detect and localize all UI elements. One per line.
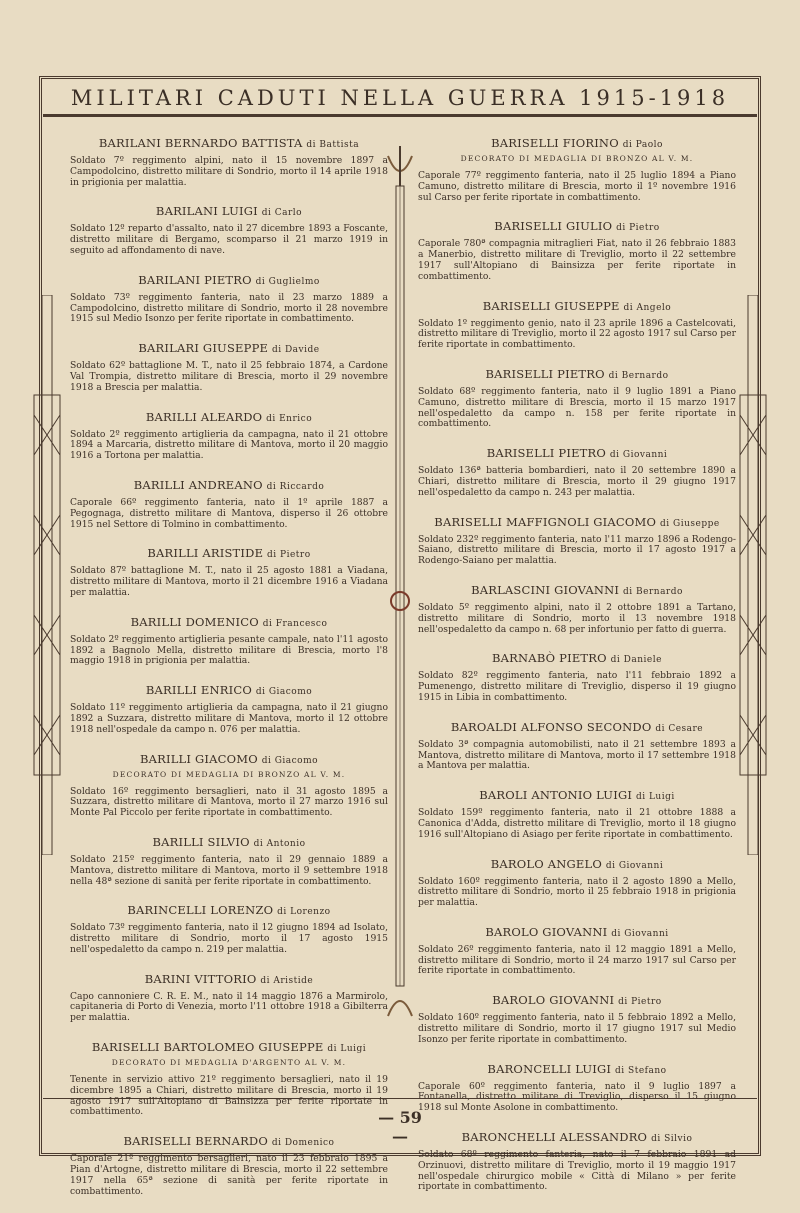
father-name: di Bernardo (608, 370, 669, 381)
father-name: di Riccardo (266, 481, 325, 492)
header-rule (43, 116, 757, 117)
soldier-name: BARISELLI PIETRO (485, 366, 605, 381)
right-column (418, 122, 736, 1209)
record-name (70, 204, 388, 218)
record-name (418, 651, 736, 665)
record-entry (70, 835, 388, 887)
record-entry (418, 367, 736, 430)
record-name (418, 515, 736, 529)
record-entry (418, 446, 736, 498)
soldier-name: BARLASCINI GIOVANNI (471, 582, 620, 597)
record-name (70, 273, 388, 287)
record-name (70, 478, 388, 492)
record-description: Caporale 21º reggimento bersaglieri, nato il 23 febbraio 1895 a Pian d'Artogne, distretto militare di Brescia, morto il 22 settembre 1917 nella 65ª sezione di sanità per ferite riportate in combattimento. (70, 1153, 388, 1197)
record-description: Soldato 160º reggimento fanteria, nato il 2 agosto 1890 a Mello, distretto militare di Sondrio, morto il 25 febbraio 1918 in prigionia per malattia. (418, 875, 736, 909)
soldier-name: BARINCELLI LORENZO (127, 903, 274, 918)
record-entry (418, 583, 736, 635)
father-name: di Giovanni (605, 860, 664, 871)
record-description: Soldato 73º reggimento fanteria, nato il 23 marzo 1889 a Campodolcino, distretto militare di Sondrio, morto il 28 novembre 1915 sul Medio Isonzo per ferite riportate in combattimento. (70, 291, 388, 325)
soldier-name: BARILLI ENRICO (145, 683, 252, 698)
soldier-name: BARNABÒ PIETRO (492, 651, 607, 666)
father-name: di Luigi (635, 792, 675, 803)
father-name: di Stefano (615, 1065, 667, 1076)
record-name (70, 546, 388, 560)
soldier-name: BAROLO GIOVANNI (492, 993, 615, 1008)
record-entry (418, 993, 736, 1045)
soldier-name: BARISELLI FIORINO (491, 136, 619, 150)
record-name (418, 993, 736, 1007)
record-entry (418, 515, 736, 567)
record-description: Soldato 1º reggimento genio, nato il 23 aprile 1896 a Castelcovati, distretto militare di Treviglio, morto il 22 agosto 1917 sul Carso per ferite riportate in combattimento. (418, 317, 736, 351)
record-description: Soldato 2º reggimento artiglieria pesante campale, nato l'11 agosto 1892 a Bagnolo Mella, distretto militare di Brescia, morto l'8 maggio 1918 in prigionia per malattia. (70, 633, 388, 667)
record-name (418, 219, 736, 233)
record-name (418, 1130, 736, 1144)
record-entry (70, 1134, 388, 1197)
record-name (70, 136, 388, 150)
record-description: Soldato 62º battaglione M. T., nato il 25 febbraio 1874, a Cardone Val Trompia, distretto militare di Brescia, morto il 29 novembre 1918 a Brescia per malattia. (70, 360, 388, 393)
father-name: di Giovanni (609, 450, 668, 461)
father-name: di Angelo (623, 302, 672, 313)
father-name: di Davide (271, 345, 320, 356)
soldier-name: BAROLO ANGELO (490, 856, 602, 871)
father-name: di Aristide (260, 975, 314, 986)
record-entry (70, 546, 388, 598)
father-name: di Battista (306, 140, 360, 150)
father-name: di Giovanni (611, 928, 669, 939)
soldier-name: BARILANI LUIGI (155, 204, 258, 219)
footer-rule (43, 1098, 757, 1099)
record-entry (418, 1062, 736, 1114)
soldier-name: BARILLI SILVIO (152, 834, 250, 849)
record-name (70, 903, 388, 917)
record-name (418, 925, 736, 939)
record-description: Soldato 5º reggimento alpini, nato il 2 ottobre 1891 a Tartano, distretto militare di Sondrio, morto il 13 novembre 1918 nell'ospedaletto da campo n. 68 per infortunio per fatto di guerra. (418, 601, 736, 635)
left-fasces-ornament (32, 295, 62, 855)
record-name (70, 1134, 388, 1148)
record-description: Soldato 12º reparto d'assalto, nato il 27 dicembre 1893 a Foscante, distretto militare di Bergamo, scomparso il 21 marzo 1919 in seguito ad affondamento di nave. (70, 223, 388, 256)
soldier-name: BARISELLI GIUSEPPE (482, 298, 620, 313)
soldier-name: BARILANI BERNARDO BATTISTA (98, 136, 303, 150)
record-entry (418, 720, 736, 772)
father-name: di Luigi (327, 1044, 367, 1055)
father-name: di Pietro (618, 997, 662, 1008)
record-entry (418, 136, 736, 203)
father-name: di Giuseppe (660, 518, 720, 529)
record-entry (70, 273, 388, 325)
record-name (70, 1040, 388, 1054)
left-column (70, 122, 388, 1213)
soldier-name: BARILLI ANDREANO (133, 477, 263, 492)
record-entry (70, 1040, 388, 1118)
record-description: Soldato 73º reggimento fanteria, nato il 12 giugno 1894 ad Isolato, distretto militare di Sondrio, morto il 17 agosto 1915 nell'ospedaletto da campo n. 219 per malattia. (70, 922, 388, 955)
record-entry (70, 752, 388, 819)
father-name: di Guglielmo (255, 276, 320, 287)
record-description: Soldato 68º reggimento fanteria, nato il 7 febbraio 1891 ad Orzinuovi, distretto militare di Treviglio, morto il 19 maggio 1917 nell'ospedale chirurgico mobile « Città di Milano » per ferite riportate in combattimento. (418, 1149, 736, 1193)
soldier-name: BARONCELLI LUIGI (487, 1061, 612, 1076)
record-description: Soldato 7º reggimento alpini, nato il 15 novembre 1897 a Campodolcino, distretto militare di Sondrio, morto il 14 aprile 1918 in prigionia per malattia. (70, 155, 388, 188)
record-description: Soldato 215º reggimento fanteria, nato il 29 gennaio 1889 a Mantova, distretto militare di Mantova, morto il 9 settembre 1918 nella 48ª sezione di sanità per ferite riportate in combattimento. (70, 853, 388, 887)
record-description: Soldato 11º reggimento artiglieria da campagna, nato il 21 giugno 1892 a Suzzara, distretto militare di Mantova, morto il 12 ottobre 1918 nell'ospedale da campo n. 076 per malattia. (70, 702, 388, 735)
record-description: Soldato 232º reggimento fanteria, nato l'11 marzo 1896 a Rodengo-Saiano, distretto militare di Brescia, morto il 17 agosto 1917 a Rodengo-Saiano per malattia. (418, 533, 736, 567)
record-name (418, 583, 736, 597)
father-name: di Giacomo (255, 687, 313, 698)
record-description: Tenente in servizio attivo 21º reggimento bersaglieri, nato il 19 dicembre 1895 a Chiari, distretto militare di Brescia, morto il 19 agosto 1917 sull'Altopiano di Bainsizza per ferite riportate in combattimento. (70, 1074, 388, 1118)
record-description: Soldato 68º reggimento fanteria, nato il 9 luglio 1891 a Piano Camuno, distretto militare di Brescia, morto il 15 marzo 1917 nell'ospedaletto da campo n. 158 per ferite riportate in combattimento. (418, 385, 736, 430)
record-description: Soldato 2º reggimento artiglieria da campagna, nato il 21 ottobre 1894 a Marcaria, distretto militare di Mantova, morto il 20 maggio 1916 a Tortona per malattia. (70, 428, 388, 462)
soldier-name: BARILANI PIETRO (138, 272, 252, 287)
record-name (70, 752, 388, 766)
soldier-name: BARILARI GIUSEPPE (138, 341, 269, 356)
record-name (418, 299, 736, 313)
record-name (70, 341, 388, 355)
record-entry (70, 410, 388, 462)
medal-note: DECORATO DI MEDAGLIA DI BRONZO AL V. M. (460, 154, 694, 163)
record-name (418, 446, 736, 460)
soldier-name: BAROLI ANTONIO LUIGI (479, 788, 633, 803)
record-entry (418, 788, 736, 840)
soldier-name: BARONCHELLI ALESSANDRO (461, 1130, 648, 1145)
father-name: di Francesco (262, 618, 328, 629)
father-name: di Lorenzo (277, 907, 331, 918)
father-name: di Domenico (271, 1138, 335, 1149)
record-entry (70, 615, 388, 667)
soldier-name: BARILLI GIACOMO (139, 751, 258, 766)
soldier-name: BARILLI ARISTIDE (147, 546, 264, 561)
record-description: Caporale 66º reggimento fanteria, nato il 1º aprile 1887 a Pegognaga, distretto militare di Mantova, disperso il 26 ottobre 1915 nel Settore di Tolmino in combattimento. (70, 496, 388, 530)
medal-note: DECORATO DI MEDAGLIA D'ARGENTO AL V. M. (111, 1058, 347, 1068)
record-name (418, 788, 736, 802)
page-number: — 59 — (378, 1108, 422, 1146)
soldier-name: BARISELLI BARTOLOMEO GIUSEPPE (91, 1040, 324, 1055)
father-name: di Paolo (622, 140, 663, 150)
record-name (70, 615, 388, 629)
record-description: Soldato 87º battaglione M. T., nato il 25 agosto 1881 a Viadana, distretto militare di Mantova, morto il 21 dicembre 1916 a Viadana per malattia. (70, 565, 388, 598)
right-fasces-ornament (738, 295, 768, 855)
record-description: Soldato 160º reggimento fanteria, nato il 5 febbraio 1892 a Mello, distretto militare di Sondrio, morto il 17 giugno 1917 sul Medio Isonzo per ferite riportate in combattimento. (418, 1012, 736, 1045)
record-entry (418, 1130, 736, 1193)
record-entry (418, 651, 736, 703)
record-entry (418, 857, 736, 909)
father-name: di Enrico (266, 413, 313, 424)
father-name: di Antonio (253, 838, 306, 849)
record-entry (70, 683, 388, 735)
father-name: di Bernardo (623, 586, 683, 597)
record-name (418, 857, 736, 871)
page-header (43, 82, 757, 116)
record-description: Caporale 60º reggimento fanteria, nato il 9 luglio 1897 a Fontanella, distretto militare di Treviglio, disperso il 15 giugno 1918 sul Monte Asolone in combattimento. (418, 1080, 736, 1114)
record-entry (70, 341, 388, 393)
soldier-name: BARILLI DOMENICO (130, 614, 259, 629)
soldier-name: BARILLI ALEARDO (145, 409, 263, 424)
record-entry (418, 925, 736, 977)
record-name (70, 683, 388, 697)
record-description: Caporale 77º reggimento fanteria, nato il 25 luglio 1894 a Piano Camuno, distretto militare di Brescia, morto il 1º novembre 1916 sul Carso per ferite riportate in combattimento. (418, 170, 736, 203)
soldier-name: BARINI VITTORIO (144, 971, 257, 986)
soldier-name: BAROLO GIOVANNI (485, 924, 608, 939)
record-description: Soldato 26º reggimento fanteria, nato il 12 maggio 1891 a Mello, distretto militare di Sondrio, morto il 24 marzo 1917 sul Carso per ferite riportate in combattimento. (418, 943, 736, 977)
record-name (418, 1062, 736, 1076)
soldier-name: BARISELLI GIULIO (494, 219, 613, 234)
record-name (70, 972, 388, 986)
record-description: Capo cannoniere C. R. E. M., nato il 14 maggio 1876 a Marmirolo, capitaneria di Porto di Venezia, morto l'11 ottobre 1918 a Gibilterra per malattia. (70, 990, 388, 1024)
record-entry (70, 136, 388, 188)
father-name: di Giacomo (261, 755, 319, 766)
father-name: di Cesare (655, 723, 704, 734)
father-name: di Carlo (261, 208, 303, 219)
record-name (418, 367, 736, 381)
father-name: di Daniele (610, 655, 662, 666)
record-description: Soldato 82º reggimento fanteria, nato l'11 febbraio 1892 a Pumenengo, distretto militare di Treviglio, disperso il 19 giugno 1915 in Libia in combattimento. (418, 670, 736, 703)
record-description: Soldato 136ª batteria bombardieri, nato il 20 settembre 1890 a Chiari, distretto militare di Brescia, morto il 29 giugno 1917 nell'ospedaletto da campo n. 243 per malattia. (418, 465, 736, 498)
record-entry (70, 478, 388, 530)
record-description: Soldato 159º reggimento fanteria, nato il 21 ottobre 1888 a Canonica d'Adda, distretto militare di Treviglio, morto il 18 giugno 1916 sull'Altopiano di Asiago per ferite riportate in combattimento. (418, 807, 736, 840)
soldier-name: BARISELLI PIETRO (486, 446, 607, 461)
record-entry (70, 972, 388, 1024)
soldier-name: BARISELLI BERNARDO (123, 1134, 268, 1149)
center-column-ornament (384, 146, 416, 1046)
record-description: Caporale 780ª compagnia mitraglieri Fiat, nato il 26 febbraio 1883 a Manerbio, distretto militare di Treviglio, morto il 22 settembre 1917 sull'Altopiano di Bainsizza per ferite riportate in combattimento. (418, 238, 736, 282)
father-name: di Pietro (267, 550, 311, 561)
record-entry (70, 903, 388, 955)
record-entry (418, 299, 736, 351)
soldier-name: BAROALDI ALFONSO SECONDO (450, 719, 652, 734)
record-description: Soldato 16º reggimento bersaglieri, nato il 31 agosto 1895 a Suzzara, distretto militare di Mantova, morto il 27 marzo 1916 sul Monte Pal Piccolo per ferite riportate in combattimento. (70, 785, 388, 819)
record-name (70, 410, 388, 424)
record-name (418, 136, 736, 150)
page-title: MILITARI CADUTI NELLA GUERRA 1915-1918 (70, 86, 730, 110)
record-description: Soldato 3ª compagnia automobilisti, nato il 21 settembre 1893 a Mantova, distretto militare di Mantova, morto il 17 settembre 1918 a Mantova per malattia. (418, 738, 736, 772)
medal-note: DECORATO DI MEDAGLIA DI BRONZO AL V. M. (112, 769, 346, 779)
record-name (418, 720, 736, 734)
father-name: di Pietro (616, 223, 660, 234)
soldier-name: BARISELLI MAFFIGNOLI GIACOMO (434, 514, 657, 529)
record-entry (418, 219, 736, 282)
record-name (70, 835, 388, 849)
father-name: di Silvio (651, 1134, 693, 1145)
record-entry (70, 204, 388, 256)
